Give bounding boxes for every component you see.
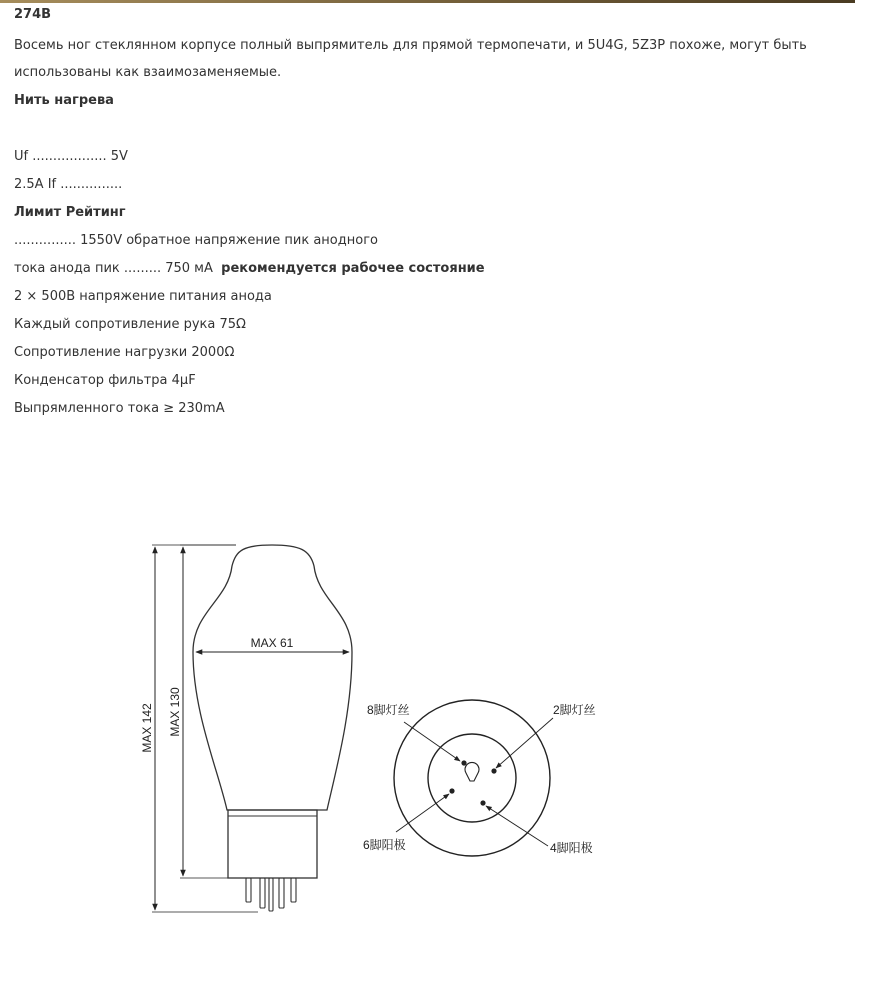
load-resistance-spec: Сопротивление нагрузки 2000Ω [14, 345, 235, 360]
anode-peak-spec: тока анода пик ......... 750 мА [14, 261, 213, 276]
description-line-1: Восемь ног стеклянном корпусе полный выпрямитель для прямой термопечати, и 5U4G, 5Z3P похоже, могут быть [14, 38, 807, 53]
limit-heading: Лимит Рейтинг [14, 205, 126, 220]
rectified-current-spec: Выпрямленного тока ≥ 230mA [14, 401, 225, 416]
max-diameter-label: MAX 61 [250, 636, 294, 650]
description-line-2: использованы как взаимозаменяемые. [14, 65, 282, 80]
tube-title: 274B [14, 7, 52, 22]
max-height-body-label: MAX 130 [168, 687, 182, 737]
pin8-filament-label: 8脚灯丝 [367, 703, 410, 717]
pin2-filament-label: 2脚灯丝 [553, 703, 596, 717]
filament-current: 2.5A If ............... [14, 177, 123, 192]
pin4-anode-label: 4脚阳极 [550, 841, 593, 855]
tube-pins [246, 878, 296, 911]
max-height-total-label: MAX 142 [140, 703, 154, 753]
pin6-anode-label: 6脚阳极 [363, 838, 406, 852]
recommended-heading: рекомендуется рабочее состояние [221, 261, 485, 276]
tube-bulb-outline [193, 545, 352, 810]
arm-resistance-spec: Каждый сопротивление рука 75Ω [14, 317, 246, 332]
reverse-voltage-spec: ............... 1550V обратное напряжение пик анодного [14, 233, 378, 248]
filament-voltage: Uf .................. 5V [14, 149, 128, 164]
supply-voltage-spec: 2 × 500В напряжение питания анода [14, 289, 272, 304]
tube-base [228, 810, 317, 878]
filter-capacitor-spec: Конденсатор фильтра 4μF [14, 373, 196, 388]
filament-heading: Нить нагрева [14, 93, 114, 108]
